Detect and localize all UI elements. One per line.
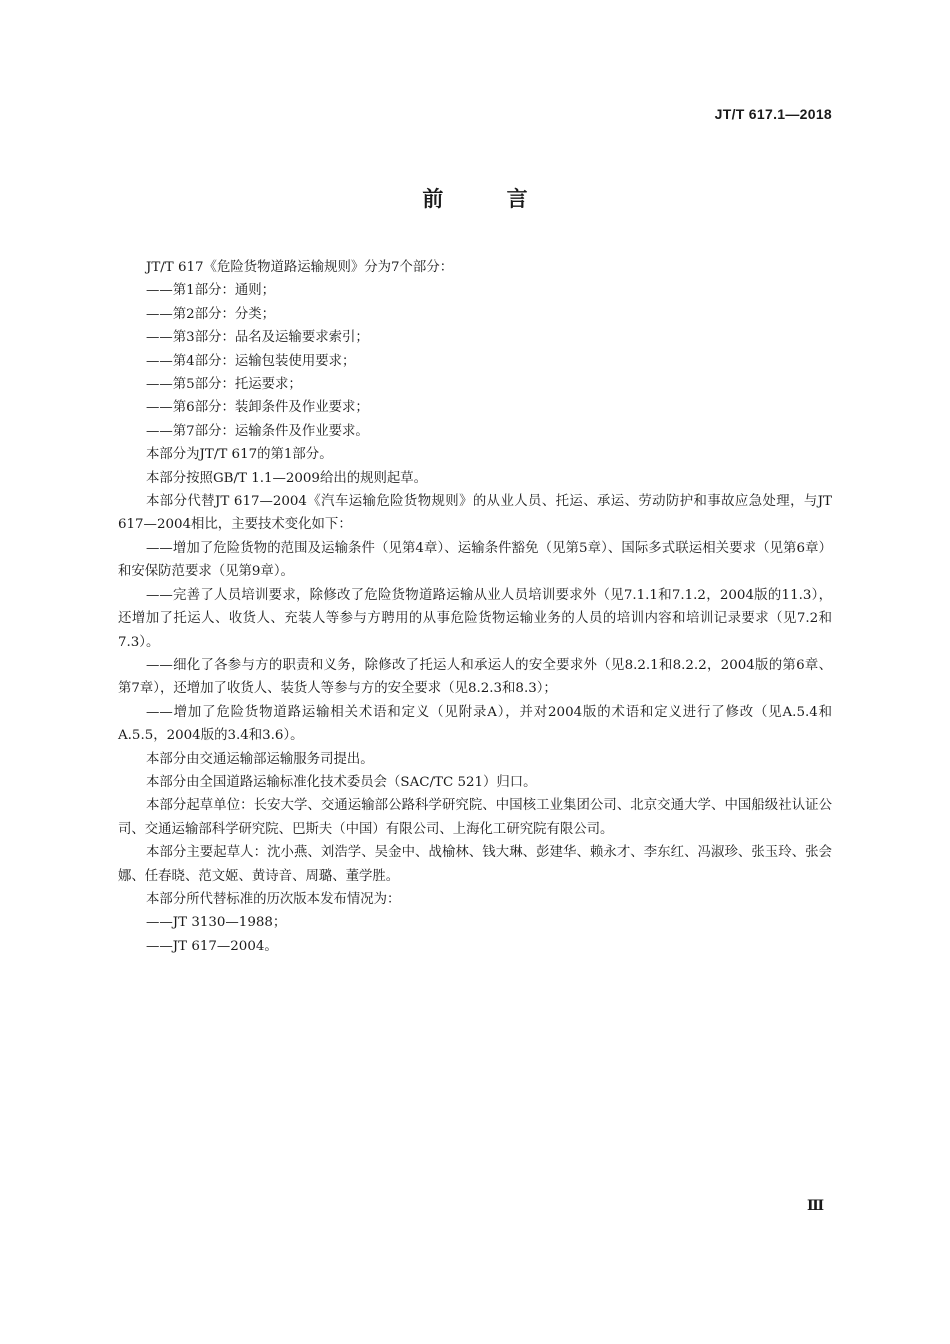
paragraph: ——JT 617—2004。 bbox=[146, 938, 278, 954]
paragraph: ——第6部分：装卸条件及作业要求； bbox=[146, 400, 369, 416]
page-title: 前 言 bbox=[422, 187, 556, 211]
paragraph: 本部分按照GB/T 1.1—2009给出的规则起草。 bbox=[146, 470, 428, 486]
page-number: Ⅲ bbox=[806, 1198, 824, 1214]
paragraph: ——第2部分：分类； bbox=[146, 306, 276, 322]
paragraph: ——第4部分：运输包装使用要求； bbox=[146, 353, 356, 369]
paragraph: ——完善了人员培训要求，除修改了危险货物道路运输从业人员培训要求外（见7.1.1和7.1.2，2004版的11.3），还增加了托运人、收货人、充装人等参与方聘用的从事危险货物运输业务的人员的培训内容和培训记录要求（见7.2和7.3）。 bbox=[118, 587, 832, 650]
foreword-body bbox=[118, 256, 832, 958]
paragraph: ——增加了危险货物的范围及运输条件（见第4章）、运输条件豁免（见第5章）、国际多式联运相关要求（见第6章）和安保防范要求（见第9章）。 bbox=[118, 540, 832, 580]
paragraph: 本部分起草单位：长安大学、交通运输部公路科学研究院、中国核工业集团公司、北京交通大学、中国船级社认证公司、交通运输部科学研究院、巴斯夫（中国）有限公司、上海化工研究院有限公司。 bbox=[118, 798, 832, 837]
paragraph: 本部分所代替标准的历次版本发布情况为： bbox=[146, 891, 401, 907]
paragraph: ——增加了危险货物道路运输相关术语和定义（见附录A），并对2004版的术语和定义进行了修改（见A.5.4和A.5.5，2004版的3.4和3.6）。 bbox=[118, 704, 832, 744]
paragraph: 本部分主要起草人：沈小燕、刘浩学、吴金中、战榆林、钱大琳、彭建华、赖永才、李东红、冯淑珍、张玉玲、张会娜、任春晓、范文姬、黄诗音、周璐、董学胜。 bbox=[118, 845, 832, 884]
paragraph: ——第5部分：托运要求； bbox=[146, 377, 302, 393]
paragraph: ——JT 3130—1988； bbox=[146, 915, 287, 931]
paragraph: JT/T 617《危险货物道路运输规则》分为7个部分： bbox=[146, 260, 454, 275]
paragraph: 本部分由交通运输部运输服务司提出。 bbox=[146, 751, 374, 767]
paragraph: ——细化了各参与方的职责和义务，除修改了托运人和承运人的安全要求外（见8.2.1和8.2.2，2004版的第6章、第7章），还增加了收货人、装货人等参与方的安全要求（见8.2.3和8.3）； bbox=[118, 657, 832, 697]
standard-code: JT/T 617.1—2018 bbox=[714, 106, 832, 122]
paragraph: ——第3部分：品名及运输要求索引； bbox=[146, 330, 369, 346]
paragraph: ——第1部分：通则； bbox=[146, 283, 276, 299]
paragraph: 本部分代替JT 617—2004《汽车运输危险货物规则》的从业人员、托运、承运、劳动防护和事故应急处理，与JT 617—2004相比，主要技术变化如下： bbox=[118, 494, 832, 533]
paragraph: ——第7部分：运输条件及作业要求。 bbox=[146, 423, 369, 439]
paragraph: 本部分由全国道路运输标准化技术委员会（SAC/TC 521）归口。 bbox=[146, 774, 537, 790]
paragraph: 本部分为JT/T 617的第1部分。 bbox=[146, 447, 333, 463]
